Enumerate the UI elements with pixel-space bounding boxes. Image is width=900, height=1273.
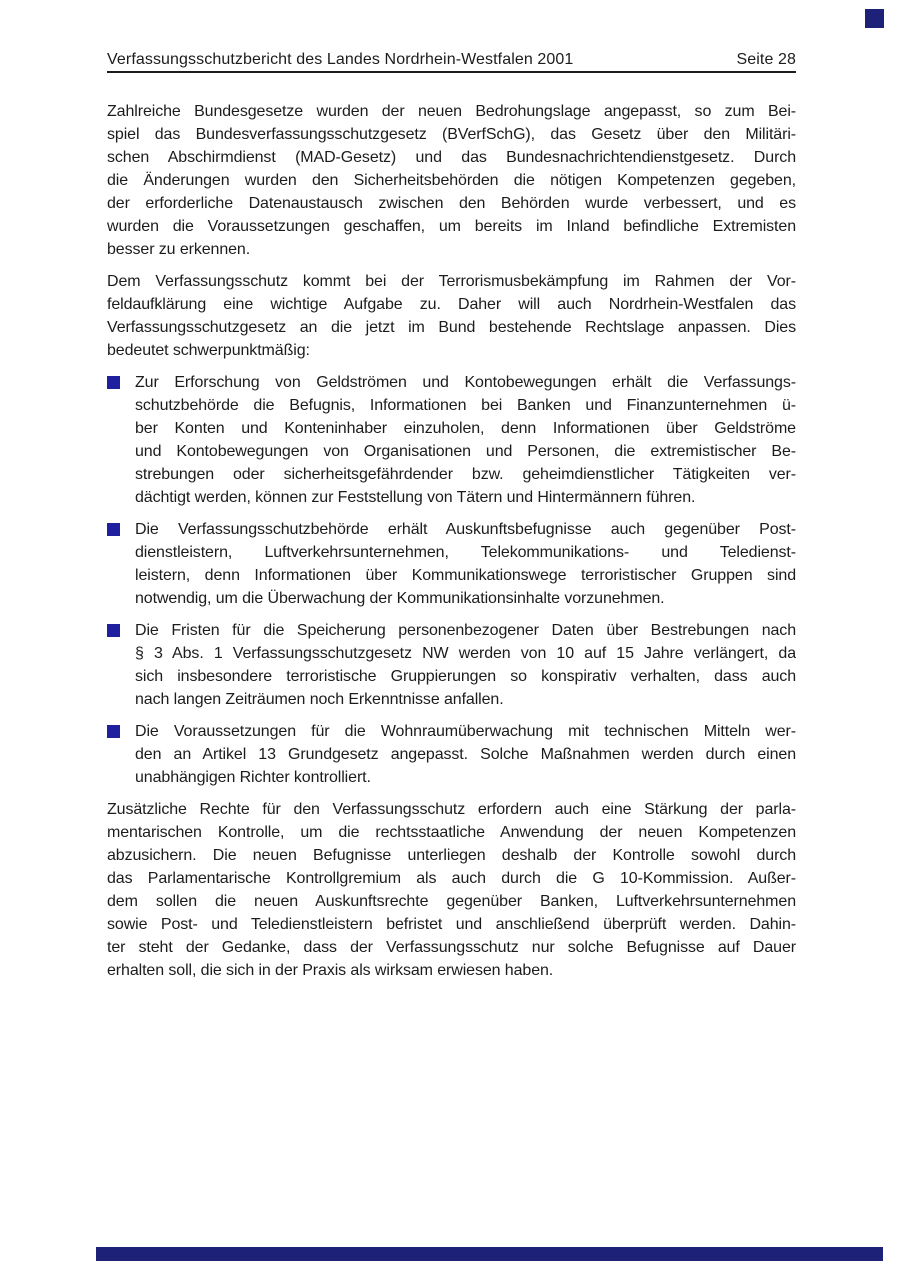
text-line: abzusichern. Die neuen Befugnisse unterliegen deshalb der Kontrolle sowohl durch	[107, 847, 796, 864]
text-line: Zusätzliche Rechte für den Verfassungsschutz erfordern auch eine Stärkung der parla-	[107, 801, 796, 818]
text-line: und Kontobewegungen von Organisationen und Personen, die extremistischer Be-	[135, 443, 796, 460]
body-content	[107, 100, 796, 991]
text-line: Die Verfassungsschutzbehörde erhält Auskunftsbefugnisse auch gegenüber Post-	[135, 521, 796, 538]
header-page-number: Seite 28	[736, 51, 796, 68]
text-line: Zur Erforschung von Geldströmen und Kontobewegungen erhält die Verfassungs-	[135, 374, 796, 391]
text-line: besser zu erkennen.	[107, 241, 251, 258]
bullet-item	[107, 619, 796, 711]
body-paragraph	[107, 798, 796, 982]
text-line: mentarischen Kontrolle, um die rechtsstaatliche Anwendung der neuen Kompetenzen	[107, 824, 796, 841]
bullet-square-icon	[107, 624, 120, 637]
bullet-square-icon	[107, 376, 120, 389]
header-rule	[107, 71, 796, 73]
text-line: erhalten soll, die sich in der Praxis als wirksam erwiesen haben.	[107, 962, 554, 979]
page-header	[107, 51, 796, 69]
text-line: ter steht der Gedanke, dass der Verfassungsschutz nur solche Befugnisse auf Dauer	[107, 939, 796, 956]
text-line: Zahlreiche Bundesgesetze wurden der neuen Bedrohungslage angepasst, so zum Bei-	[107, 103, 796, 120]
header-title: Verfassungsschutzbericht des Landes Nordrhein-Westfalen 2001	[107, 51, 574, 68]
text-line: den an Artikel 13 Grundgesetz angepasst. Solche Maßnahmen werden durch einen	[135, 746, 796, 763]
text-line: spiel das Bundesverfassungsschutzgesetz (BVerfSchG), das Gesetz über den Militäri-	[107, 126, 796, 143]
bullet-item	[107, 518, 796, 610]
bullet-square-icon	[107, 523, 120, 536]
text-line: bedeutet schwerpunktmäßig:	[107, 342, 310, 359]
text-line: Die Voraussetzungen für die Wohnraumüberwachung mit technischen Mitteln wer-	[135, 723, 796, 740]
text-line: dienstleistern, Luftverkehrsunternehmen, Telekommunikations- und Teledienst-	[135, 544, 796, 561]
bullet-square-icon	[107, 725, 120, 738]
text-line: schen Abschirmdienst (MAD-Gesetz) und das Bundesnachrichtendienstgesetz. Durch	[107, 149, 796, 166]
text-line: dem sollen die neuen Auskunftsrechte gegenüber Banken, Luftverkehrsunternehmen	[107, 893, 796, 910]
text-line: Die Fristen für die Speicherung personenbezogener Daten über Bestrebungen nach	[135, 622, 796, 639]
text-line: wurden die Voraussetzungen geschaffen, um bereits im Inland befindliche Extremisten	[107, 218, 796, 235]
body-paragraph	[107, 270, 796, 362]
text-line: feldaufklärung eine wichtige Aufgabe zu. Daher will auch Nordrhein-Westfalen das	[107, 296, 796, 313]
text-line: das Parlamentarische Kontrollgremium als auch durch die G 10-Kommission. Außer-	[107, 870, 796, 887]
text-line: schutzbehörde die Befugnis, Informationen bei Banken und Finanzunternehmen ü-	[135, 397, 796, 414]
text-line: sowie Post- und Teledienstleistern befristet und anschließend überprüft werden. Dahin-	[107, 916, 796, 933]
text-line: § 3 Abs. 1 Verfassungsschutzgesetz NW werden von 10 auf 15 Jahre verlängert, da	[135, 645, 796, 662]
text-line: nach langen Zeiträumen noch Erkenntnisse anfallen.	[135, 691, 504, 708]
text-line: dächtigt werden, können zur Feststellung von Tätern und Hintermännern führen.	[135, 489, 696, 506]
body-paragraph	[107, 100, 796, 261]
text-line: der erforderliche Datenaustausch zwischen den Behörden wurde verbessert, und es	[107, 195, 796, 212]
footer-bar-icon	[96, 1247, 883, 1261]
text-line: ber Konten und Konteninhaber einzuholen, denn Informationen über Geldströme	[135, 420, 796, 437]
page-corner-marker-icon	[865, 9, 884, 28]
text-line: die Änderungen wurden den Sicherheitsbehörden die nötigen Kompetenzen gegeben,	[107, 172, 796, 189]
text-line: unabhängigen Richter kontrolliert.	[135, 769, 371, 786]
text-line: leistern, denn Informationen über Kommunikationswege terroristischer Gruppen sind	[135, 567, 796, 584]
bullet-item	[107, 371, 796, 509]
text-line: Dem Verfassungsschutz kommt bei der Terrorismusbekämpfung im Rahmen der Vor-	[107, 273, 796, 290]
text-line: notwendig, um die Überwachung der Kommunikationsinhalte vorzunehmen.	[135, 590, 665, 607]
bullet-item	[107, 720, 796, 789]
text-line: strebungen oder sicherheitsgefährdender bzw. geheimdienstlicher Tätigkeiten ver-	[135, 466, 796, 483]
text-line: Verfassungsschutzgesetz an die jetzt im Bund bestehende Rechtslage anpassen. Dies	[107, 319, 796, 336]
text-line: sich insbesondere terroristische Gruppierungen so konspirativ verhalten, dass auch	[135, 668, 796, 685]
